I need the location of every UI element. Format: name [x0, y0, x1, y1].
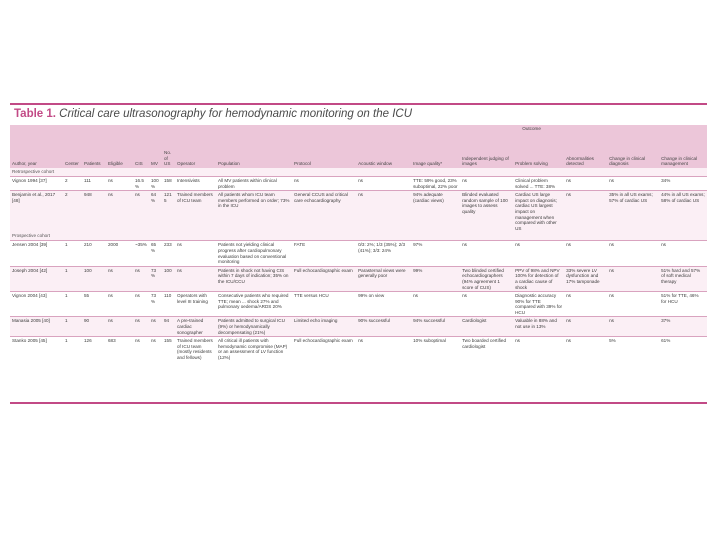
- table-cell: ns: [149, 317, 162, 337]
- table-cell: ns: [108, 293, 113, 299]
- table-cell: Stanko 2005 [45]: [12, 338, 47, 344]
- table-cell: 90: [82, 317, 106, 337]
- table-row: [10, 266, 707, 291]
- table-cell: Two blinded certified echocardiographers (94% agreement 1 score of CUS): [460, 266, 513, 291]
- table-cell: ns: [108, 178, 113, 183]
- table-row: [10, 241, 707, 266]
- table-cell: Benjamin et al., 2017 [48]: [10, 191, 63, 233]
- table-cell: ns: [661, 242, 666, 248]
- table-row: [10, 317, 707, 337]
- table-cell: ns: [609, 293, 614, 299]
- column-header: Population: [218, 161, 240, 167]
- table-cell: 100: [162, 266, 175, 291]
- table-cell: 5%: [609, 338, 616, 344]
- section-row: [10, 168, 707, 177]
- table-cell: ns: [356, 191, 411, 233]
- table-cell: ns: [151, 338, 156, 344]
- table-cell: A pre-trained cardiac sonographer: [175, 317, 216, 337]
- table-cell: 16.5%: [135, 178, 144, 189]
- table-cell: 1: [65, 338, 68, 344]
- table-cell: Joseph 2004 [42]: [10, 266, 63, 291]
- column-header: Patients: [84, 161, 101, 167]
- table-cell: Full echocardiographic exam: [294, 338, 353, 344]
- table-cell: ns: [564, 191, 607, 233]
- table-cell: ns: [607, 266, 659, 291]
- table-cell: ns: [177, 242, 182, 248]
- table-cell: ns: [133, 266, 149, 291]
- table-cell: PPV of 98% and NPV 100% for detection of a cardiac cause of shock: [513, 266, 564, 291]
- table-cell: Patients admitted to surgical ICU (9%) or hemodynamically decompensating (21%): [216, 317, 292, 337]
- table-cell: 34%: [661, 178, 671, 183]
- section-title: Prospective cohort: [10, 232, 707, 241]
- table-title-text: Critical care ultrasonography for hemodynamic monitoring on the ICU: [59, 108, 412, 120]
- table-cell: 65%: [151, 242, 157, 253]
- table-cell: 51% hard and 57% of soft medical therapy: [659, 266, 707, 291]
- column-header: No. of US: [164, 150, 172, 167]
- table-cell: ~35%: [135, 242, 147, 248]
- table-cell: 64%: [149, 191, 162, 233]
- table-cell: 35% in all US exams; 57% of cardiac US: [607, 191, 659, 233]
- table-cell: Vignon 1994 [37]: [12, 178, 47, 183]
- table-cell: 99%: [411, 266, 460, 291]
- section-row: [10, 232, 707, 241]
- column-header: Image quality*: [413, 161, 443, 167]
- table-cell: ns: [515, 338, 520, 344]
- table-cell: Patients not yielding clinical progress after cardiopulmonary evaluation based on conventional monitoring: [218, 242, 287, 265]
- table-cell: TTE versus HCU: [294, 293, 329, 299]
- table-cell: Operators with level III training: [177, 293, 208, 304]
- table-cell: 110: [164, 293, 172, 299]
- table-cell: Diagnostic accuracy 90% for TTE compared with 39% for HCU: [515, 293, 563, 315]
- column-header: Change in clinical management: [661, 155, 698, 167]
- column-header-row: [10, 135, 707, 168]
- table-row: [10, 177, 707, 191]
- table-cell: ns: [566, 242, 571, 248]
- table-cell: ns: [294, 178, 299, 183]
- table-cell: 97%: [413, 242, 423, 248]
- section-title: Retrospective cohort: [10, 168, 707, 177]
- table-cell: ns: [413, 293, 418, 299]
- table-cell: 73%: [149, 266, 162, 291]
- table-cell: 61%: [661, 338, 671, 344]
- table-cell: 2: [65, 178, 68, 183]
- table-cell: 55: [84, 293, 90, 299]
- table-cell: ns: [106, 191, 133, 233]
- table-cell: FATE: [294, 242, 306, 248]
- table-cell: 1: [65, 293, 68, 299]
- table-cell: Jensen 2004 [39]: [12, 242, 48, 248]
- table-cell: Vignon 2004 [43]: [12, 293, 47, 299]
- table-cell: 233: [164, 242, 172, 248]
- table-cell: 37%: [659, 317, 707, 337]
- table-cell: ns: [564, 317, 607, 337]
- table-cell: 44% in all US exams; 58% of cardiac US: [659, 191, 707, 233]
- table-cell: 100: [82, 266, 106, 291]
- table-cell: 90% successful: [356, 317, 411, 337]
- table-cell: General CCUS and critical care echocardiography: [292, 191, 356, 233]
- table-cell: 2: [63, 191, 82, 233]
- table-cell: ns: [135, 293, 140, 299]
- column-header: Independent judging of images: [462, 155, 509, 167]
- table-cell: 158: [164, 178, 172, 183]
- column-header: Acoustic window: [358, 161, 393, 167]
- table-cell: 1215: [162, 191, 175, 233]
- table-cell: ns: [607, 317, 659, 337]
- column-header: Abnormalities detected: [566, 155, 594, 167]
- table-cell: ns: [462, 293, 467, 299]
- table-cell: Valuable in 88% and not use in 13%: [513, 317, 564, 337]
- column-header: Problem solving: [515, 161, 548, 167]
- table-cell: Parasternal views were generally poor: [356, 266, 411, 291]
- table-cell: Blinded evaluated random sample of 100 images to assess quality: [460, 191, 513, 233]
- table-cell: ns: [133, 317, 149, 337]
- table-row: [10, 292, 707, 317]
- bottom-rule: [10, 402, 707, 404]
- table-cell: ns: [133, 191, 149, 233]
- table-row: [10, 337, 707, 362]
- table-cell: ns: [358, 178, 363, 183]
- table-cell: TTE: 59% good, 23% suboptimal, 22% poor: [413, 178, 458, 189]
- table-cell: 111: [84, 178, 91, 183]
- table-label: Table 1.: [14, 108, 56, 120]
- table-cell: Manasia 2005 [40]: [10, 317, 63, 337]
- table-cell: Patients in shock not having CIS within 7 days of indication; 35% on the ICU/CCU: [216, 266, 292, 291]
- table-cell: 683: [108, 338, 116, 344]
- table-cell: ns: [106, 266, 133, 291]
- table-cell: 948: [82, 191, 106, 233]
- table-cell: 2000: [108, 242, 119, 248]
- table-cell: 155: [164, 338, 172, 344]
- table-cell: All critical ill patients with hemodynamic compromise (MAP) or an assessment of LV function (12%): [218, 338, 288, 361]
- table-cell: All MV patients within clinical problem: [218, 178, 277, 189]
- table-cell: ns: [609, 178, 614, 183]
- column-header: Operator: [177, 161, 196, 167]
- table-cell: Cardiologist: [460, 317, 513, 337]
- table-cell: Limited echo imaging: [292, 317, 356, 337]
- table-cell: 100%: [151, 178, 159, 189]
- outcome-header-row: [10, 125, 707, 135]
- table-cell: 1: [63, 317, 82, 337]
- column-header: MV: [151, 161, 158, 167]
- table-cell: 94% adequate (cardiac views): [411, 191, 460, 233]
- table-cell: ns: [106, 317, 133, 337]
- table-cell: ns: [566, 293, 571, 299]
- table-cell: 210: [84, 242, 92, 248]
- table-cell: ns: [566, 178, 571, 183]
- table-cell: 1: [65, 242, 68, 248]
- table-cell: 126: [84, 338, 92, 344]
- table-cell: ns: [135, 338, 140, 344]
- table-title: [14, 108, 412, 120]
- table-cell: 33% severe LV dysfunction and 17% tamponade: [564, 266, 607, 291]
- outcome-label: Outcome: [522, 126, 541, 131]
- table-cell: ns: [515, 242, 520, 248]
- table-cell: Trained members of ICU team: [175, 191, 216, 233]
- table-cell: 10% suboptimal: [413, 338, 446, 344]
- table-cell: Full echocardiographic exam: [292, 266, 356, 291]
- table-cell: All patients whom ICU team members performed on order; 73% in the ICU: [216, 191, 292, 233]
- column-header: Author, year: [12, 161, 37, 167]
- table-cell: Cardiac US large impact on diagnosis; cardiac US largest impact on management when compared with other US: [513, 191, 564, 233]
- column-header: CIS: [135, 161, 143, 167]
- table-cell: ns: [609, 242, 614, 248]
- table-body: [10, 168, 707, 362]
- table-cell: 1: [63, 266, 82, 291]
- table-cell: Intensivists: [177, 178, 200, 183]
- table-cell: Consecutive patients who required TTE; mean ... shock 27% and pulmonary oedema/ARDS 20%: [218, 293, 289, 310]
- table-cell: ns: [462, 178, 467, 183]
- table-cell: 0/3: 2%; 1/3 (35%); 2/3 (41%); 3/3: 24%: [358, 242, 406, 253]
- column-header: Protocol: [294, 161, 311, 167]
- table-cell: Trained members of ICU team (mostly residents and fellows): [177, 338, 213, 361]
- table-cell: ns: [358, 338, 363, 344]
- data-table: [10, 125, 707, 362]
- table-row: [10, 191, 707, 233]
- column-header: Eligible: [108, 161, 123, 167]
- top-rule: [10, 103, 707, 105]
- column-header: Change in clinical diagnosis: [609, 155, 646, 167]
- table-cell: ns: [462, 242, 467, 248]
- table-cell: ns: [566, 338, 571, 344]
- table-cell: Two boarded certified cardiologist: [462, 338, 507, 349]
- table-cell: ns: [175, 266, 216, 291]
- column-header: Center: [65, 161, 79, 167]
- table-cell: 94% successful: [411, 317, 460, 337]
- table-cell: 51% for TTE, 46% for HCU: [661, 293, 699, 304]
- table-cell: 94: [162, 317, 175, 337]
- table-cell: Clinical problem solved ... TTE: 38%: [515, 178, 556, 189]
- table-cell: 73%: [151, 293, 157, 304]
- table-cell: 99% on view: [358, 293, 385, 299]
